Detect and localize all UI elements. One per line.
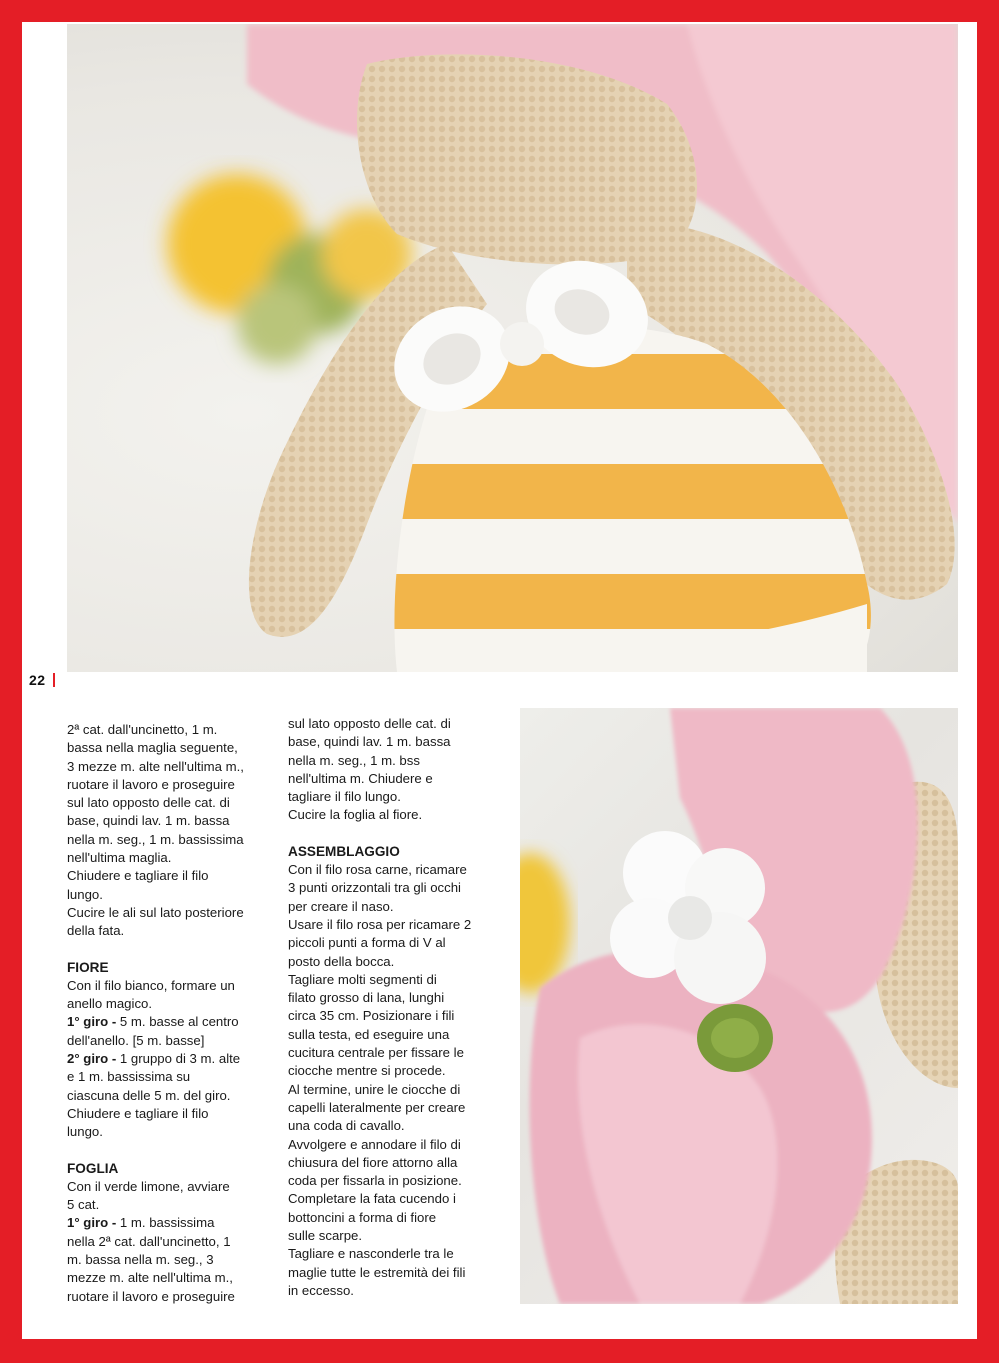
text-line: dell'anello. [5 m. basse] bbox=[67, 1032, 205, 1048]
text-line: mezze m. alte nell'ultima m., bbox=[67, 1270, 233, 1286]
text-line: sul lato opposto delle cat. di bbox=[288, 716, 451, 731]
text-line: base, quindi lav. 1 m. bassa bbox=[67, 813, 230, 829]
round-label: 2° giro - bbox=[67, 1051, 117, 1067]
text-line: capelli lateralmente per creare bbox=[288, 1099, 466, 1115]
text-line: Cucire le ali sul lato posteriore bbox=[67, 904, 244, 920]
text-line: lungo. bbox=[67, 1124, 103, 1140]
text-line: Al termine, unire le ciocche di bbox=[288, 1081, 461, 1097]
text-line: Usare il filo rosa per ricamare 2 bbox=[288, 916, 472, 932]
text-line: e 1 m. bassissima su bbox=[67, 1069, 191, 1085]
text-line: piccoli punti a forma di V al bbox=[288, 935, 446, 951]
text-line: nell'ultima maglia. bbox=[67, 850, 172, 866]
text-line: Avvolgere e annodare il filo di bbox=[288, 1136, 461, 1152]
text-line: 3 mezze m. alte nell'ultima m., bbox=[67, 758, 244, 774]
section-heading-foglia: FOGLIA bbox=[67, 1160, 119, 1176]
text-line: per creare il naso. bbox=[288, 898, 394, 914]
text-line: filato grosso di lana, lunghi bbox=[288, 990, 445, 1006]
text-line: anello magico. bbox=[67, 996, 153, 1012]
text-column-2 bbox=[288, 715, 500, 1300]
page-number-divider bbox=[53, 673, 55, 687]
section-fiore bbox=[67, 959, 267, 1142]
text-line: nella 2ª cat. dall'uncinetto, 1 bbox=[67, 1233, 231, 1249]
text-line: circa 35 cm. Posizionare i fili bbox=[288, 1008, 455, 1024]
text-line: bottoncini a forma di fiore bbox=[288, 1209, 437, 1225]
text-column-1 bbox=[67, 721, 267, 1306]
text-line: 2ª cat. dall'uncinetto, 1 m. bbox=[67, 722, 218, 737]
section-foglia bbox=[67, 1160, 267, 1306]
text-line: chiusura del fiore attorno alla bbox=[288, 1154, 458, 1170]
text-line bbox=[67, 1214, 267, 1232]
text-line: coda per fissarla in posizione. bbox=[288, 1173, 462, 1189]
text-line: una coda di cavallo. bbox=[288, 1118, 405, 1134]
text-line: Completare la fata cucendo i bbox=[288, 1191, 456, 1207]
text-line: Chiudere e tagliare il filo bbox=[67, 1105, 209, 1121]
text-span: 1 m. bassissima bbox=[116, 1215, 215, 1231]
round-label: 1° giro - bbox=[67, 1215, 117, 1231]
text-line: ciocche mentre si procede. bbox=[288, 1063, 446, 1079]
text-line: 3 punti orizzontali tra gli occhi bbox=[288, 880, 461, 896]
photo-top-illustration bbox=[67, 24, 958, 672]
text-line: sulla testa, ed eseguire una bbox=[288, 1026, 450, 1042]
text-line: Con il filo bianco, formare un bbox=[67, 977, 235, 993]
text-line bbox=[67, 1050, 267, 1068]
text-line: Tagliare e nasconderle tra le bbox=[288, 1246, 454, 1262]
text-line: posto della bocca. bbox=[288, 953, 395, 969]
text-line: sul lato opposto delle cat. di bbox=[67, 795, 230, 811]
photo-bottom-illustration bbox=[520, 708, 958, 1304]
text-line: ciascuna delle 5 m. del giro. bbox=[67, 1087, 231, 1103]
text-line bbox=[67, 1013, 267, 1031]
text-line: Cucire la foglia al fiore. bbox=[288, 807, 423, 823]
text-line: base, quindi lav. 1 m. bassa bbox=[288, 734, 451, 750]
intro-paragraph bbox=[288, 715, 500, 825]
text-line: Chiudere e tagliare il filo bbox=[67, 868, 209, 884]
text-line: sulle scarpe. bbox=[288, 1228, 363, 1244]
text-line: nella m. seg., 1 m. bassissima bbox=[67, 831, 244, 847]
section-heading-assemblaggio: ASSEMBLAGGIO bbox=[288, 843, 400, 859]
magazine-page bbox=[22, 22, 977, 1339]
text-line: Con il filo rosa carne, ricamare bbox=[288, 862, 467, 878]
text-line: ruotare il lavoro e proseguire bbox=[67, 1288, 235, 1304]
text-line: cucitura centrale per fissare le bbox=[288, 1045, 464, 1061]
text-span: 1 gruppo di 3 m. alte bbox=[116, 1051, 241, 1067]
text-line: m. bassa nella m. seg., 3 bbox=[67, 1252, 214, 1268]
text-line: lungo. bbox=[67, 886, 103, 902]
text-line: ruotare il lavoro e proseguire bbox=[67, 776, 235, 792]
round-label: 1° giro - bbox=[67, 1014, 117, 1030]
page-number: 22 bbox=[29, 672, 46, 688]
text-line: 5 cat. bbox=[67, 1197, 100, 1213]
text-line: Con il verde limone, avviare bbox=[67, 1178, 230, 1194]
text-line: bassa nella maglia seguente, bbox=[67, 740, 238, 756]
text-line: Tagliare molti segmenti di bbox=[288, 971, 437, 987]
text-line: maglie tutte le estremità dei fili bbox=[288, 1264, 466, 1280]
text-line: nell'ultima m. Chiudere e bbox=[288, 770, 433, 786]
text-line: nella m. seg., 1 m. bss bbox=[288, 752, 420, 768]
photo-crochet-fairy-dress bbox=[67, 24, 958, 672]
text-line: della fata. bbox=[67, 923, 125, 939]
intro-paragraph bbox=[67, 721, 267, 941]
text-line: in eccesso. bbox=[288, 1282, 354, 1298]
text-span: 5 m. basse al centro bbox=[116, 1014, 239, 1030]
section-heading-fiore: FIORE bbox=[67, 959, 109, 975]
section-assemblaggio bbox=[288, 843, 500, 1300]
photo-crochet-fairy-hair-flower bbox=[520, 708, 958, 1304]
text-line: tagliare il filo lungo. bbox=[288, 789, 401, 805]
